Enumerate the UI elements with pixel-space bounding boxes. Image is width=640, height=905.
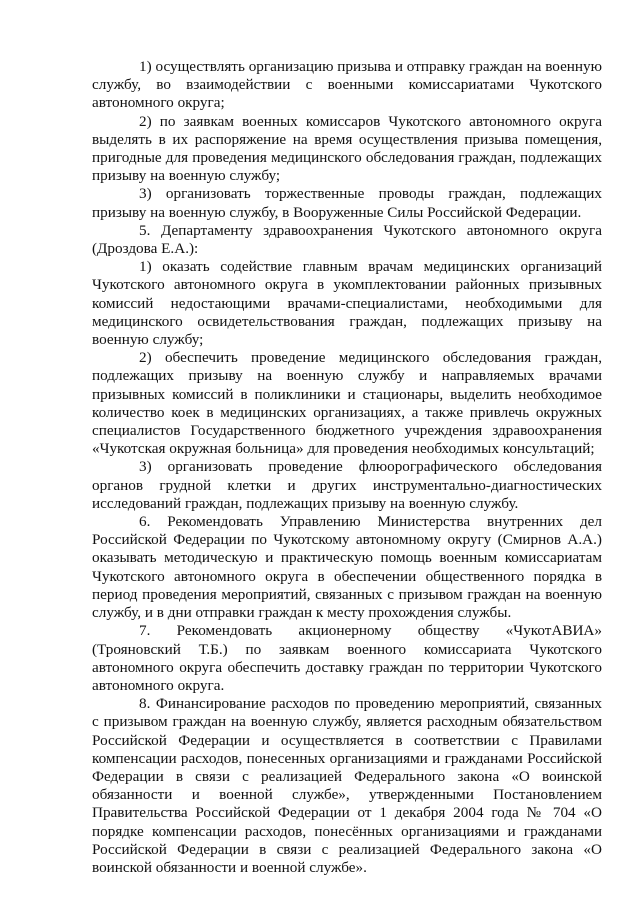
paragraph-section-6-interior-ministry: 6. Рекомендовать Управлению Министерства внутренних дел Российской Федерации по Чукотскому автономному округу (Смирнов А.А.) оказывать методическую и практическую помощь военным комиссариатам Чукотского автономного округа в обеспечении общественного порядка в период проведения мероприятий, связанных с призывом граждан на военную службу, и в дни отправки граждан к месту прохождения службы. xyxy=(92,513,602,622)
paragraph-item-2-premises-allocation: 2) по заявкам военных комиссаров Чукотского автономного округа выделять в их распоряжение на время осуществления призыва помещения, пригодные для проведения медицинского обследования граждан, подлежащих призыву на военную службу; xyxy=(92,112,602,185)
paragraph-item-1-military-registration: 1) осуществлять организацию призыва и отправку граждан на военную службу, во взаимодействии с военными комиссариатами Чукотского автономного округа; xyxy=(92,58,602,112)
paragraph-5-3-fluorography: 3) организовать проведение флюорографического обследования органов грудной клетки и других инструментально-диагностических исследований граждан, подлежащих призыву на военную службу. xyxy=(92,458,602,512)
document-page xyxy=(92,58,602,877)
paragraph-section-5-health-department: 5. Департаменту здравоохранения Чукотского автономного округа (Дроздова Е.А.): xyxy=(92,221,602,258)
paragraph-5-2-medical-examination: 2) обеспечить проведение медицинского обследования граждан, подлежащих призыву на военную службу и направляемых врачами призывных комиссий в поликлиники и стационары, выделить необходимое количество коек в медицинских организациях, а также привлечь окружных специалистов Государственного бюджетного учреждения здравоохранения «Чукотская окружная больница» для проведения необходимых консультаций; xyxy=(92,349,602,458)
paragraph-section-7-chukotavia: 7. Рекомендовать акционерному обществу «ЧукотАВИА» (Трояновский Т.Б.) по заявкам военного комиссариата Чукотского автономного округа обеспечить доставку граждан по территории Чукотского автономного округа. xyxy=(92,622,602,694)
paragraph-section-8-financing: 8. Финансирование расходов по проведению мероприятий, связанных с призывом граждан на военную службу, является расходным обязательством Российской Федерации и осуществляется в соответствии с Правилами компенсации расходов, понесенных организациями и гражданами Российской Федерации в связи с реализацией Федерального закона «О воинской обязанности и военной службе», утвержденными Постановлением Правительства Российской Федерации от 1 декабря 2004 года № 704 «О порядке компенсации расходов, понесённых организациями и гражданами Российской Федерации в связи с реализацией Федерального закона «О воинской обязанности и военной службе». xyxy=(92,695,602,876)
paragraph-item-3-ceremonial-send-off: 3) организовать торжественные проводы граждан, подлежащих призыву на военную службу, в Вооруженные Силы Российской Федерации. xyxy=(92,185,602,221)
paragraph-5-1-medical-staffing: 1) оказать содействие главным врачам медицинских организаций Чукотского автономного округа в укомплектовании районных призывных комиссий недостающими врачами-специалистами, необходимыми для медицинского освидетельствования граждан, подлежащих призыву на военную службу; xyxy=(92,258,602,349)
